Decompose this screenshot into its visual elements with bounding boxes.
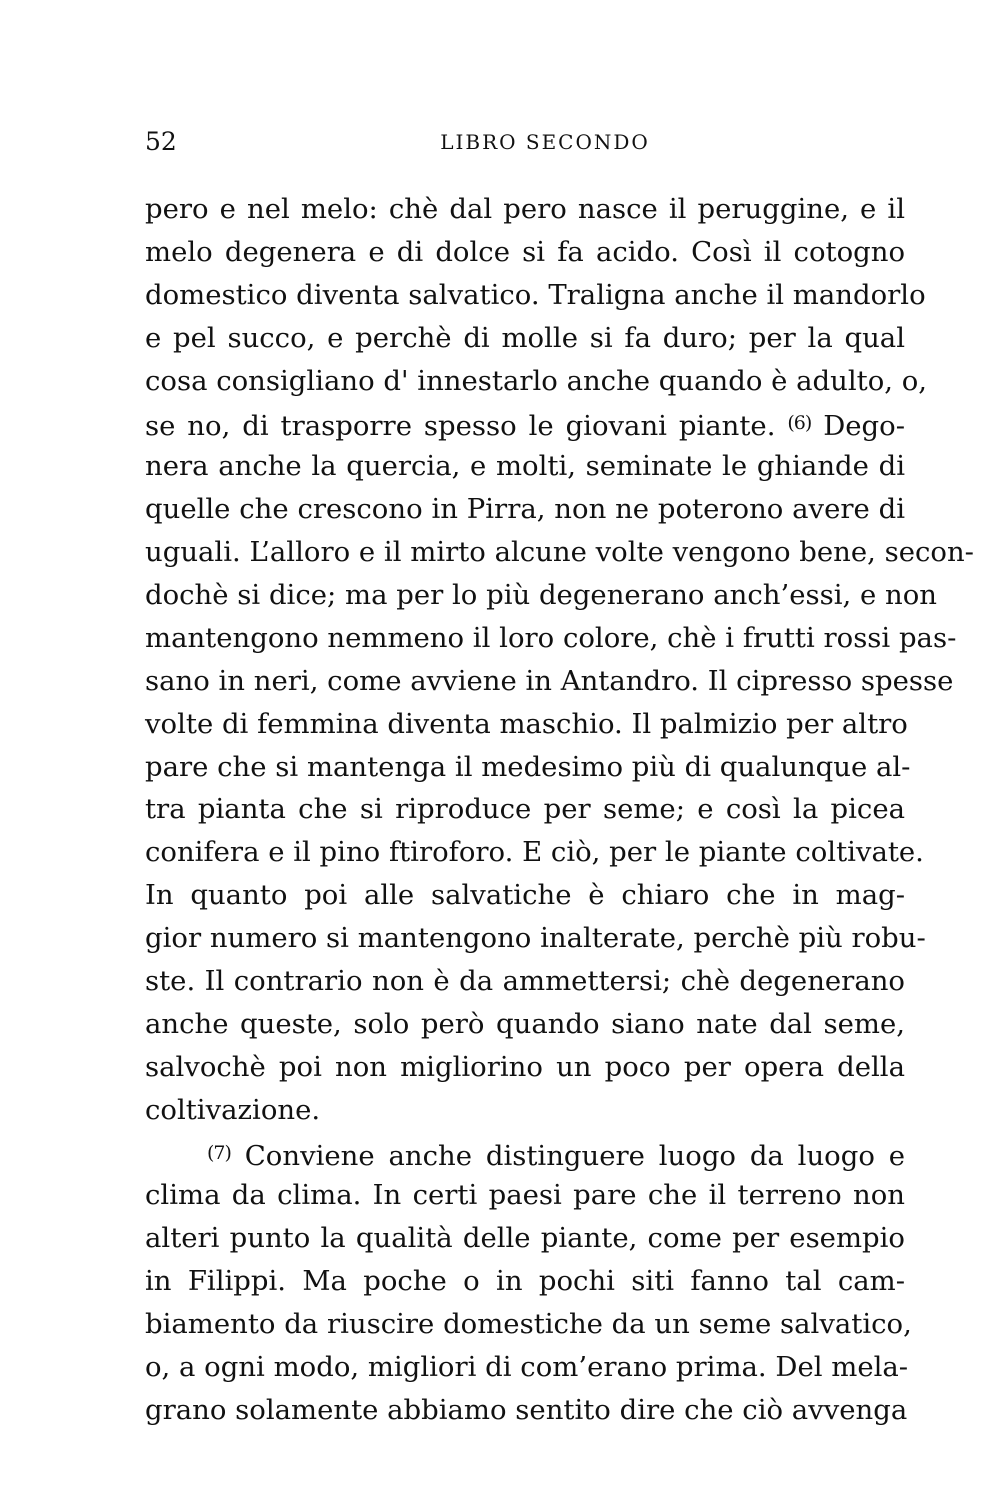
text-line: sano in neri, come avviene in Antandro. Il cipresso spesse [145, 664, 954, 697]
text-line: dochè si dice; ma per lo più degenerano anch’essi, e non [145, 579, 937, 612]
text-line: in Filippi. Ma poche o in pochi siti fanno tal cam- [145, 1265, 905, 1298]
text-line: In quanto poi alle salvatiche è chiaro che in mag- [145, 879, 905, 912]
text-line: clima da clima. In certi paesi pare che il terreno non [145, 1179, 905, 1212]
text-line: conifera e il pino ftiroforo. E ciò, per le piante coltivate. [145, 836, 924, 869]
text-line: tra pianta che si riproduce per seme; e così la picea [145, 793, 905, 826]
text-line: domestico diventa salvatico. Traligna anche il mandorlo [145, 278, 926, 311]
text-line [145, 402, 905, 445]
text-line: coltivazione. [145, 1093, 321, 1126]
text-line: cosa consigliano d' innestarlo anche quando è adulto, o, [145, 364, 928, 397]
text-line: ste. Il contrario non è da ammettersi; chè degenerano [145, 965, 905, 998]
text-line: quelle che crescono in Pirra, non ne poterono avere di [145, 493, 905, 526]
text-line: nera anche la quercia, e molti, seminate le ghiande di [145, 450, 905, 483]
text-line: anche queste, solo però quando siano nate dal seme, [145, 1007, 905, 1040]
text-line: pero e nel melo: chè dal pero nasce il peruggine, e il [145, 193, 905, 225]
text-line: o, a ogni modo, migliori di com’erano prima. Del mela- [145, 1351, 909, 1384]
text-line: biamento da riuscire domestiche da un seme salvatico, [145, 1308, 912, 1341]
running-head [145, 122, 905, 162]
body-text [145, 188, 974, 1432]
text-line: melo degenera e di dolce si fa acido. Così il cotogno [145, 235, 905, 268]
text-line: pare che si mantenga il medesimo più di qualunque al- [145, 750, 911, 783]
text-segment: Conviene anche distinguere luogo da luogo e [230, 1139, 905, 1172]
text-line [145, 1132, 905, 1175]
text-segment: Dego- [811, 410, 905, 443]
footnote-marker: (6) [787, 412, 812, 435]
text-line: volte di femmina diventa maschio. Il palmizio per altro [145, 707, 908, 740]
text-line: gior numero si mantengono inalterate, perchè più robu- [145, 922, 926, 955]
text-segment: se no, di trasporre spesso le giovani piante. [145, 410, 788, 443]
paragraph [145, 1132, 912, 1432]
text-line: e pel succo, e perchè di molle si fa duro; per la qual [145, 321, 905, 354]
page-number: 52 [145, 127, 177, 156]
text-line: uguali. L’alloro e il mirto alcune volte vengono bene, secon- [145, 536, 974, 569]
text-line: grano solamente abbiamo sentito dire che ciò avvenga [145, 1393, 908, 1426]
running-title: LIBRO SECONDO [440, 130, 650, 154]
footnote-marker: (7) [207, 1141, 231, 1164]
text-line: mantengono nemmeno il loro colore, chè i frutti rossi pas- [145, 621, 957, 654]
paragraph [145, 188, 974, 1132]
text-line: salvochè poi non migliorino un poco per opera della [145, 1050, 905, 1083]
text-line: alteri punto la qualità delle piante, come per esempio [145, 1222, 905, 1255]
